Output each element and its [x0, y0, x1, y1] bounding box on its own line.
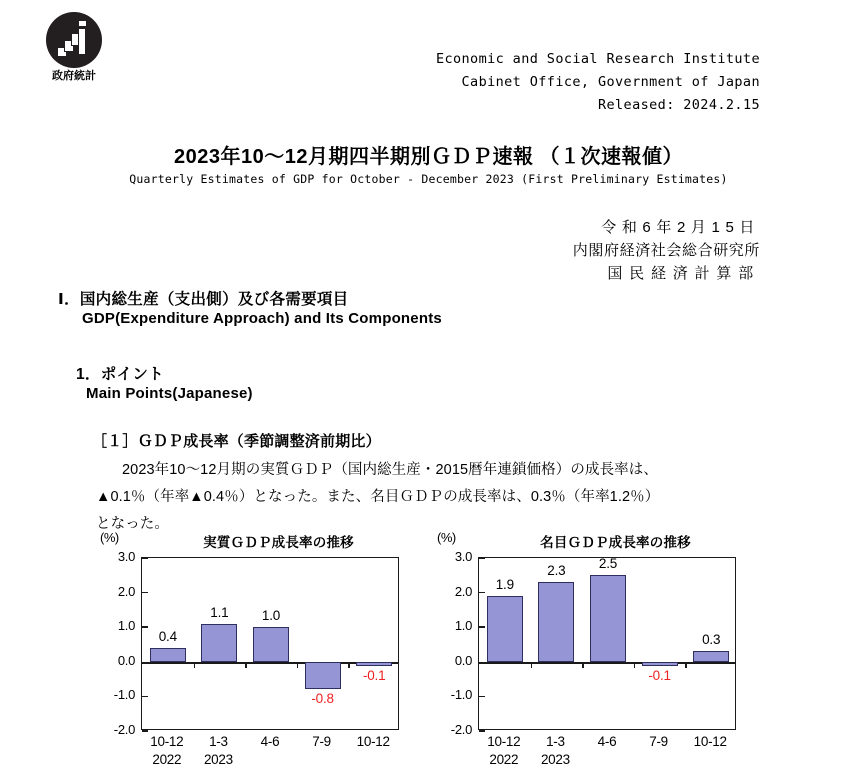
x-axis-label: 1-3 2023: [183, 734, 255, 767]
section-1-heading-japanese: Ⅰ．国内総生産（支出側）及び各需要項目: [58, 291, 349, 308]
bar: [538, 582, 574, 662]
body-line-3: となった。: [96, 516, 169, 532]
government-statistics-logo: [38, 12, 110, 83]
y-axis-label: 1.0: [454, 618, 472, 634]
organization-header: [436, 48, 760, 117]
x-axis-year-label: 2023: [540, 752, 570, 767]
x-axis-label: 10-12: [356, 734, 390, 749]
issuer-block: [573, 216, 760, 285]
chart-nominal-gdp: [433, 530, 753, 780]
x-axis-tick: [531, 662, 533, 668]
y-axis-tick: [142, 592, 148, 594]
y-axis-label: 3.0: [117, 549, 135, 564]
bar: [305, 662, 341, 690]
x-axis-tick: [297, 662, 299, 668]
logo-circle-icon: [46, 12, 102, 68]
bar: [590, 575, 626, 662]
logo-dot: [78, 20, 87, 27]
x-axis-tick: [582, 662, 584, 668]
bar: [201, 624, 237, 662]
y-axis-tick: [479, 696, 485, 698]
issuer-department: 国民経済計算部: [607, 265, 760, 282]
x-axis-label: 7-9: [312, 734, 331, 749]
x-axis-label: 7-9: [649, 734, 668, 749]
chart-real-gdp: [96, 530, 416, 780]
y-axis-tick: [142, 557, 148, 559]
bar-value-label: 2.3: [547, 563, 566, 579]
body-line-1: 2023年10～12月期の実質ＧＤＰ（国内総生産・2015暦年連鎖価格）の成長率は、: [122, 462, 658, 478]
header-release-date: Released: 2024.2.15: [597, 97, 760, 113]
section-3-heading-japanese: ［１］ＧＤＰ成長率（季節調整済前期比）: [92, 433, 381, 450]
section-2-heading-japanese: 1．ポイント: [76, 366, 164, 383]
y-axis-tick: [479, 730, 485, 732]
x-axis-tick: [245, 662, 247, 668]
x-axis-label: 10-12 2022: [131, 734, 203, 767]
x-axis-label: 4-6: [260, 734, 280, 749]
bar: [642, 662, 678, 666]
issuer-office: 内閣府経済社会総合研究所: [572, 242, 760, 259]
bar-value-label: -0.1: [362, 667, 386, 683]
x-axis-label: 10-12 2022: [468, 734, 540, 767]
x-axis-year-label: 2022: [489, 752, 519, 767]
zero-axis-line: [479, 662, 735, 664]
section-1-heading-english: GDP(Expenditure Approach) and Its Components: [82, 310, 442, 327]
y-axis-label: -2.0: [450, 722, 472, 737]
y-axis-label: 0.0: [454, 652, 472, 668]
y-axis-label: 3.0: [454, 549, 472, 564]
y-axis-label: -1.0: [450, 687, 472, 703]
bar: [487, 596, 523, 662]
body-paragraph: [96, 457, 768, 538]
bar: [150, 648, 186, 662]
bar-value-label: 0.4: [158, 628, 177, 644]
y-axis-label: 2.0: [117, 583, 135, 599]
header-office: Cabinet Office, Government of Japan: [461, 74, 760, 90]
bar-value-label: 2.5: [598, 556, 618, 572]
x-axis-year-label: 2023: [203, 752, 233, 767]
plot-area: [113, 549, 399, 737]
x-axis-labels: [141, 734, 399, 778]
issuer-date: 令和6年2月15日: [601, 219, 760, 236]
logo-bar-4: [78, 28, 86, 55]
x-axis-labels: [478, 734, 736, 778]
body-line-2: ▲0.1％（年率▲0.4％）となった。また、名目ＧＤＰの成長率は、0.3％（年率1.2％）: [96, 489, 660, 505]
bar: [356, 662, 392, 666]
bar: [253, 627, 289, 662]
chart-unit-label: (%): [437, 530, 456, 545]
y-axis-label: 2.0: [454, 583, 472, 599]
y-axis-tick: [479, 557, 485, 559]
x-axis-tick: [685, 662, 687, 668]
y-axis-label: 0.0: [117, 652, 135, 668]
x-axis-tick: [194, 662, 196, 668]
logo-caption: 政府統計: [52, 70, 96, 82]
header-institute: Economic and Social Research Institute: [435, 51, 760, 67]
bar: [693, 651, 729, 661]
x-axis-label: 10-12: [693, 734, 727, 749]
bar-value-label: 1.0: [261, 608, 281, 624]
chart-title: 名目ＧＤＰ成長率の推移: [540, 535, 691, 550]
plot-area: [450, 549, 736, 737]
chart-unit-label: (%): [100, 530, 119, 545]
y-axis-tick: [142, 626, 148, 628]
chart-title: 実質ＧＤＰ成長率の推移: [203, 535, 354, 550]
section-2-heading-english: Main Points(Japanese): [86, 385, 253, 402]
y-axis-tick: [142, 696, 148, 698]
x-axis-label: 4-6: [597, 734, 617, 749]
bar-value-label: -0.8: [311, 691, 334, 707]
y-axis-tick: [142, 730, 148, 732]
page-title-japanese: 2023年10～12月期四半期別ＧＤＰ速報 （１次速報値）: [173, 146, 684, 168]
page-title-english: Quarterly Estimates of GDP for October - December 2023 (First Preliminary Estimates): [129, 172, 728, 186]
x-axis-year-label: 2022: [152, 752, 182, 767]
y-axis-tick: [479, 626, 485, 628]
y-axis-label: -2.0: [113, 722, 135, 737]
bar-value-label: -0.1: [648, 667, 671, 683]
bar-value-label: 1.9: [495, 577, 514, 593]
y-axis-tick: [479, 592, 485, 594]
bar-value-label: 1.1: [210, 604, 229, 620]
y-axis-label: 1.0: [117, 618, 135, 634]
y-axis-label: -1.0: [113, 687, 135, 703]
x-axis-label: 1-3 2023: [520, 734, 592, 767]
bar-value-label: 0.3: [702, 632, 721, 648]
